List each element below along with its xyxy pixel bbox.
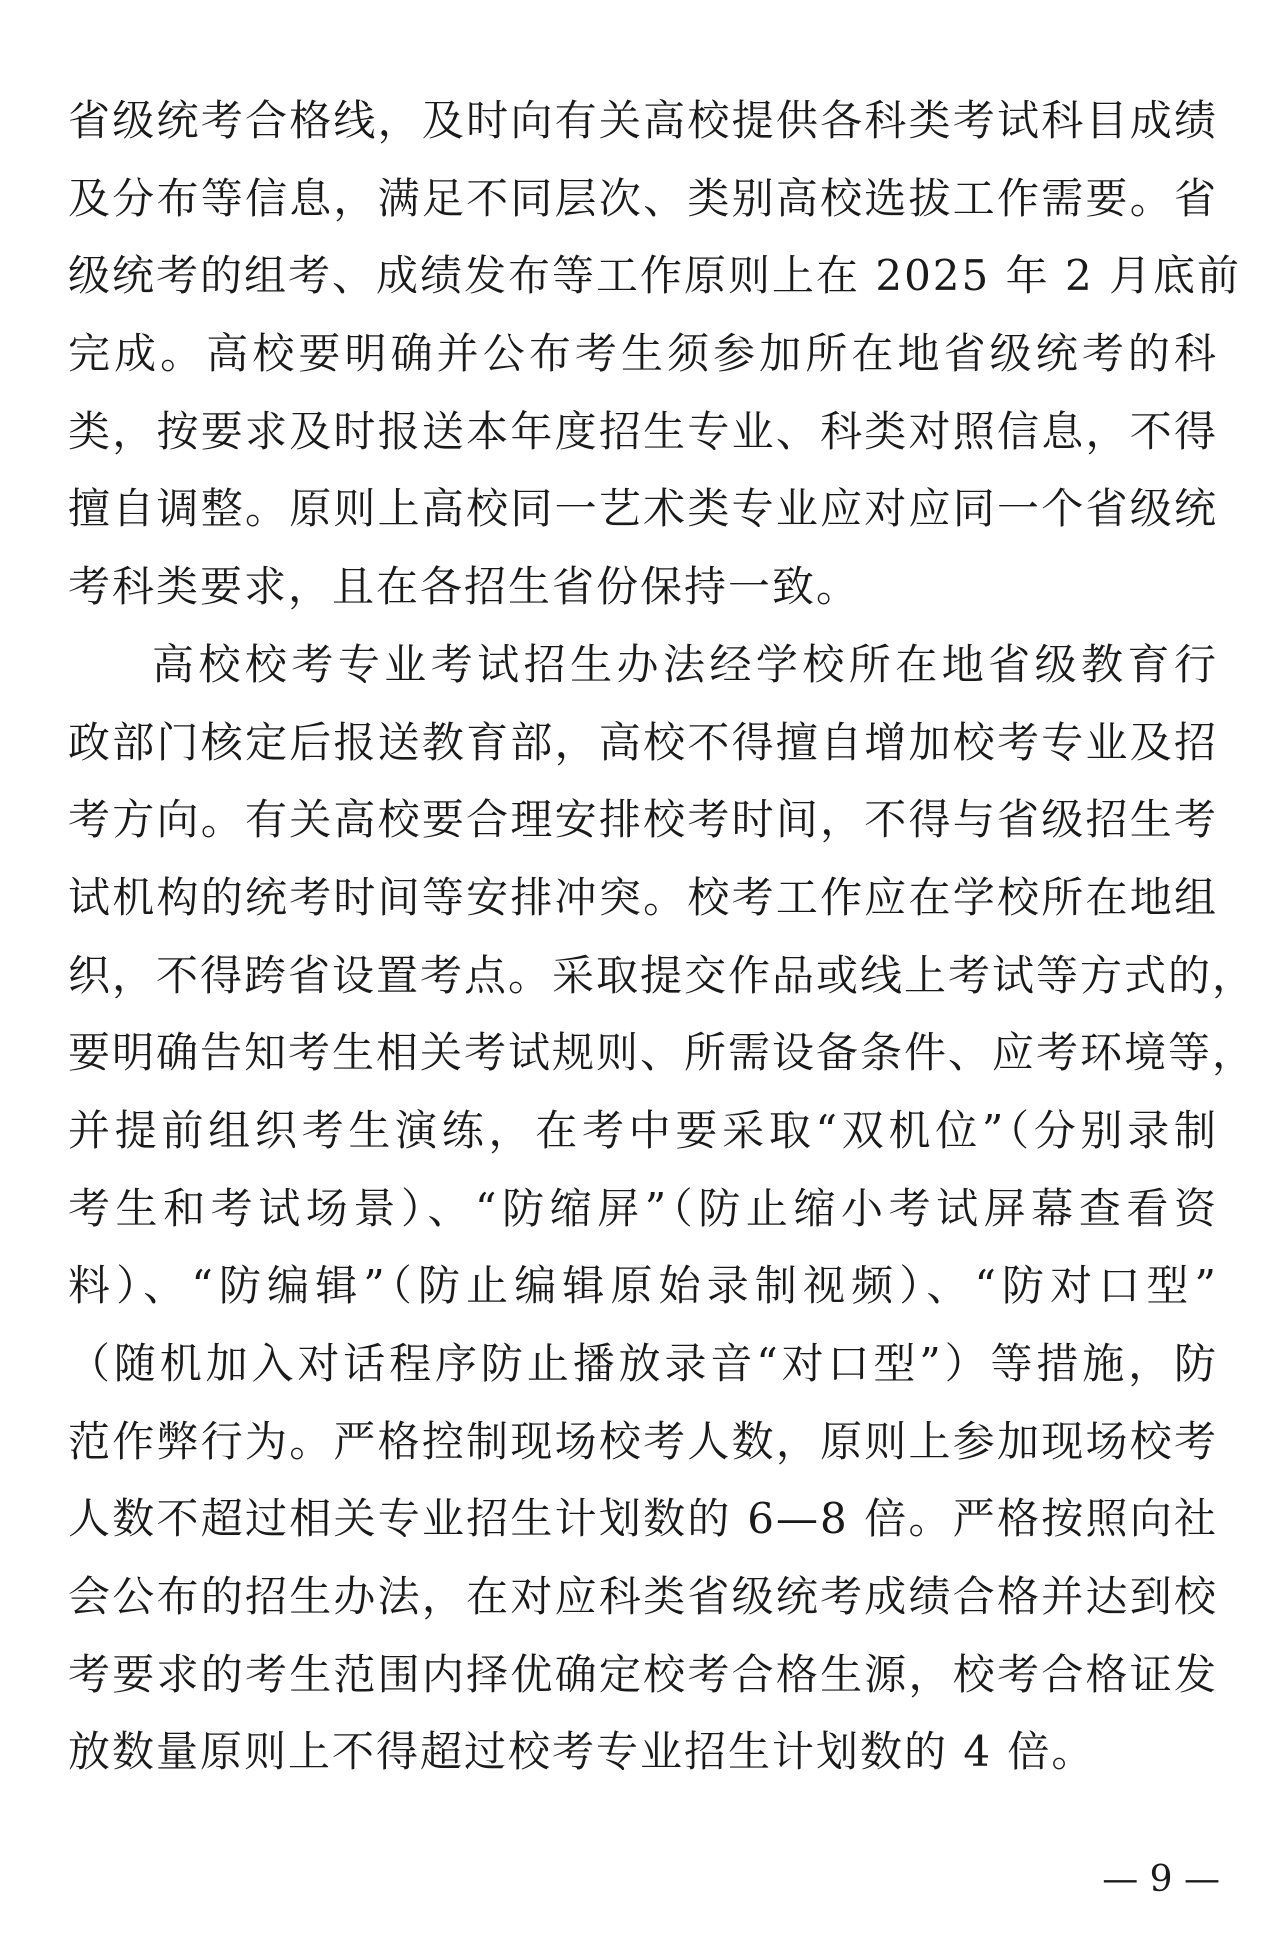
text-line: 考方向。有关高校要合理安排校考时间，不得与省级招生考 [68, 795, 1218, 845]
text-line: 要明确告知考生相关考试规则、所需设备条件、应考环境等， [68, 1028, 1257, 1078]
text-line: 会公布的招生办法，在对应科类省级统考成绩合格并达到校 [68, 1572, 1218, 1622]
text-line: 级统考的组考、成绩发布等工作原则上在 2025 年 2 月底前 [68, 251, 1242, 301]
text-line: 料）、“防编辑”（防止编辑原始录制视频）、“防对口型” [68, 1261, 1218, 1311]
text-line: 擅自调整。原则上高校同一艺术类专业应对应同一个省级统 [68, 484, 1218, 534]
document-body [68, 82, 1257, 1791]
text-line: 完成。高校要明确并公布考生须参加所在地省级统考的科 [68, 329, 1218, 379]
text-line: 试机构的统考时间等安排冲突。校考工作应在学校所在地组 [68, 872, 1218, 922]
text-line: 及分布等信息，满足不同层次、类别高校选拔工作需要。省 [68, 173, 1218, 223]
text-line: 并提前组织考生演练，在考中要采取“双机位”（分别录制 [68, 1105, 1218, 1155]
text-line: 省级统考合格线，及时向有关高校提供各科类考试科目成绩 [68, 96, 1218, 145]
text-line: 政部门核定后报送教育部，高校不得擅自增加校考专业及招 [68, 717, 1218, 767]
text-line: 高校校考专业考试招生办法经学校所在地省级教育行 [152, 639, 1218, 689]
text-line: 考科类要求，且在各招生省份保持一致。 [68, 562, 861, 612]
text-line: 织，不得跨省设置考点。采取提交作品或线上考试等方式的， [68, 950, 1257, 1000]
text-line: 人数不超过相关专业招生计划数的 6—8 倍。严格按照向社 [68, 1494, 1218, 1544]
page-number: — 9 — [1102, 1859, 1220, 1900]
paragraph-1 [68, 82, 1242, 626]
text-line: 考生和考试场景）、“防缩屏”（防止缩小考试屏幕查看资 [68, 1183, 1218, 1233]
paragraph-2 [68, 626, 1257, 1791]
text-line: 放数量原则上不得超过校考专业招生计划数的 4 倍。 [68, 1727, 1096, 1777]
text-line: 类，按要求及时报送本年度招生专业、科类对照信息，不得 [68, 406, 1218, 456]
text-line: 范作弊行为。严格控制现场校考人数，原则上参加现场校考 [68, 1416, 1218, 1466]
text-line: 考要求的考生范围内择优确定校考合格生源，校考合格证发 [68, 1649, 1218, 1699]
text-line: （随机加入对话程序防止播放录音“对口型”）等措施，防 [68, 1339, 1218, 1388]
